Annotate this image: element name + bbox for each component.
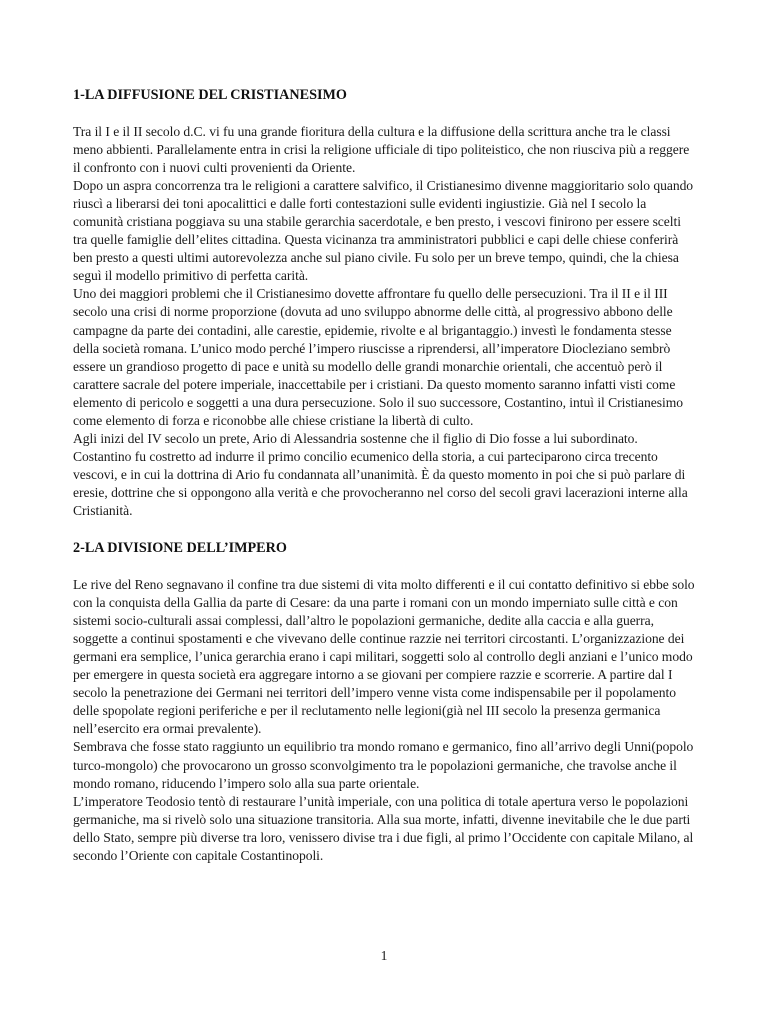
section-diffusione-cristianesimo xyxy=(73,86,698,520)
document-page xyxy=(73,86,698,865)
page-number-label: 1 xyxy=(380,948,388,963)
paragraph: Sembrava che fosse stato raggiunto un equilibrio tra mondo romano e germanico, fino all’arrivo degli Unni(popolo turco-mongolo) che provocarono un grosso sconvolgimento tra le popolazioni germaniche, che travolse anche il mondo romano, riducendo l’impero solo alla sua parte orientale. xyxy=(73,739,694,791)
section-title: 1-LA DIFFUSIONE DEL CRISTIANESIMO xyxy=(73,87,347,103)
page-number xyxy=(0,947,768,965)
section-title: 2-LA DIVISIONE DELL’IMPERO xyxy=(73,540,287,557)
paragraph: Le rive del Reno segnavano il confine tra due sistemi di vita molto differenti e il cui contatto definitivo si ebbe solo con la conquista della Gallia da parte di Cesare: da una parte i romani con un mondo imperniato sulle città e con sistemi socio-culturali assai complessi, dall’altro le popolazioni germaniche, dedite alla caccia e alla guerra, soggette a continui spostamenti e che vivevano delle continue razzie nei territori circostanti. L’organizzazione dei germani era semplice, l’unica gerarchia erano i capi militari, soggetti solo al controllo degli anziani e l’unico modo per emergere in questa società era aggregare intorno a se giovani per compiere razzie e scorrerie. A partire dal I secolo la penetrazione dei Germani nei territori dell’impero venne vista come indispensabile per il popolamento delle spopolate regioni periferiche e per il reclutamento nelle legioni(già nel III secolo la presenza germanica nell’esercito era ormai prevalente). xyxy=(73,577,695,737)
section-divisione-impero xyxy=(73,539,698,865)
paragraph: Uno dei maggiori problemi che il Cristianesimo dovette affrontare fu quello delle persecuzioni. Tra il II e il III secolo una crisi di norme proporzione (dovuta ad uno sviluppo abnorme delle città, al progressivo abbono delle campagne da parte dei contadini, alle carestie, epidemie, rivolte e al brigantaggio.) investì le fondamenta stesse della società romana. L’unico modo perché l’impero riuscisse a riprendersi, all’imperatore Diocleziano sembrò essere un grandioso progetto di pace e unità su modello delle grandi monarchie orientali, che accentuò però il carattere sacrale del potere imperiale, inaccettabile per i cristiani. Da questo momento saranno infatti visti come elemento di pericolo e soggetti a una dura persecuzione. Solo il suo successore, Costantino, intuì il Cristianesimo come elemento di forza e riconobbe alle chiese cristiane la libertà di culto. xyxy=(73,286,683,428)
paragraph: L’imperatore Teodosio tentò di restaurare l’unità imperiale, con una politica di totale apertura verso le popolazioni germaniche, ma si rivelò solo una situazione transitoria. Alla sua morte, infatti, divenne inevitabile che le due parti dello Stato, sempre più diverse tra loro, venissero divise tra i due figli, al primo l’Occidente con capitale Milano, al secondo l’Oriente con capitale Costantinopoli. xyxy=(73,793,694,863)
paragraph: Agli inizi del IV secolo un prete, Ario di Alessandria sostenne che il figlio di Dio fosse a lui subordinato. Costantino fu costretto ad indurre il primo concilio ecumenico della storia, a cui parteciparono circa trecento vescovi, e in cui la dottrina di Ario fu condannata all’unanimità. È da questo momento in poi che si può parlare di eresie, dottrine che si oppongono alla verità e che provocheranno nel corso del secoli gravi lacerazioni interne alla Cristianità. xyxy=(73,430,688,518)
paragraph: Tra il I e il II secolo d.C. vi fu una grande fioritura della cultura e la diffusione della scrittura anche tra le classi meno abbienti. Parallelamente entra in crisi la religione ufficiale di tipo politeistico, che non riusciva più a reggere il confronto con i nuovi culti provenienti da Oriente. xyxy=(73,124,690,176)
paragraph: Dopo un aspra concorrenza tra le religioni a carattere salvifico, il Cristianesimo divenne maggioritario solo quando riuscì a liberarsi dei toni apocalittici e dalle forti contestazioni sulle evidenti ingiustizie. Già nel I secolo la comunità cristiana poggiava su una stabile gerarchia sacerdotale, e ben presto, i vescovi finirono per essere scelti tra quelle famiglie dell’elites cittadina. Questa vicinanza tra amministratori pubblici e capi delle chiese conferirà ben presto a questi ultimi autorevolezza anche sul piano civile. Fu solo per un breve tempo, quindi, che la chiesa seguì il modello primitivo di perfetta carità. xyxy=(73,178,694,284)
